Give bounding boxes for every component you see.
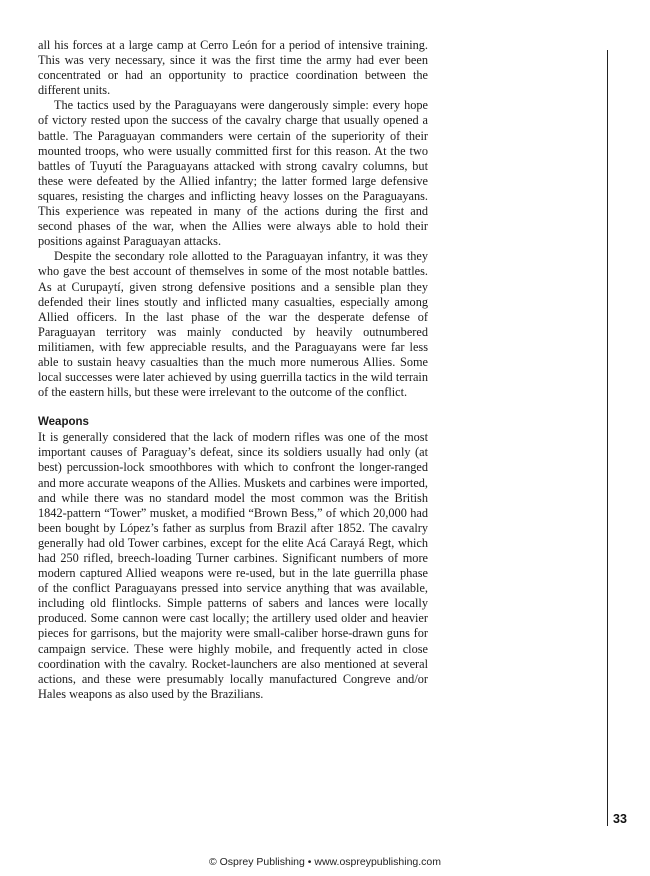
body-text-column	[38, 38, 428, 702]
weapons-paragraph: It is generally considered that the lack of modern rifles was one of the most important causes of Paraguay’s defeat, since its soldiers usually had only (at best) percussion-lock smoothbores with which to confront the longer-ranged and more accurate weapons of the Allies. Muskets and carbines were imported, and while there was no standard model the most common was the British 1842-pattern “Tower” musket, a modified “Brown Bess,” of which 20,000 had been bought by López’s father as surplus from Brazil after 1852. The cavalry generally had old Tower carbines, except for the elite Acá Carayá Regt, which had 250 rifled, breech-loading Turner carbines. Significant numbers of more modern captured Allied weapons were re-used, but in the late guerrilla phase of the conflict Paraguayans pressed into service anything that was available, including old flintlocks. Simple patterns of sabers and lances were locally produced. Some cannon were cast locally; the artillery used older and heavier pieces for garrisons, but the majority were small-caliber horse-drawn guns for campaign service. These were highly mobile, and frequently acted in close coordination with the cavalry. Rocket-launchers are also mentioned at several actions, and these were presumably locally manufactured Congreve and/or Hales weapons as also used by the Brazilians.	[38, 430, 428, 701]
body-paragraph-1: all his forces at a large camp at Cerro León for a period of intensive training. This was very necessary, since it was the first time the army had ever been concentrated or had an opportunity to practice coordination between the different units.	[38, 38, 428, 98]
publisher-footer: © Osprey Publishing • www.ospreypublishing.com	[208, 856, 441, 868]
body-paragraph-2: The tactics used by the Paraguayans were dangerously simple: every hope of victory rested upon the success of the cavalry charge that usually opened a battle. The Paraguayan commanders were certain of the superiority of their mounted troops, who were usually committed first for this reason. At the two battles of Tuyutí the Paraguayans attacked with strong cavalry columns, but these were defeated by the Allied infantry; the latter formed large defensive squares, resisting the charges and inflicting heavy losses on the Paraguayans. This experience was repeated in many of the actions during the first and second phases of the war, when the Allies were always able to hold their positions against Paraguayan attacks.	[38, 98, 428, 249]
margin-divider-rule	[607, 50, 608, 826]
section-heading-weapons: Weapons	[38, 416, 89, 429]
body-paragraph-3: Despite the secondary role allotted to the Paraguayan infantry, it was they who gave the best account of themselves in some of the most notable battles. As at Curupaytí, given strong defensive positions and a sensible plan they defended their lines stoutly and inflicted many casualties, especially among Allied officers. In the last phase of the war the desperate defense of Paraguayan territory was mainly conducted by heavily outnumbered militiamen, with few appreciable results, and the Paraguayans were far less able to sustain heavy casualties than the much more numerous Allies. Some local successes were later achieved by using guerrilla tactics in the wild terrain of the eastern hills, but these were irrelevant to the outcome of the conflict.	[38, 249, 428, 400]
page-number: 33	[613, 812, 627, 826]
